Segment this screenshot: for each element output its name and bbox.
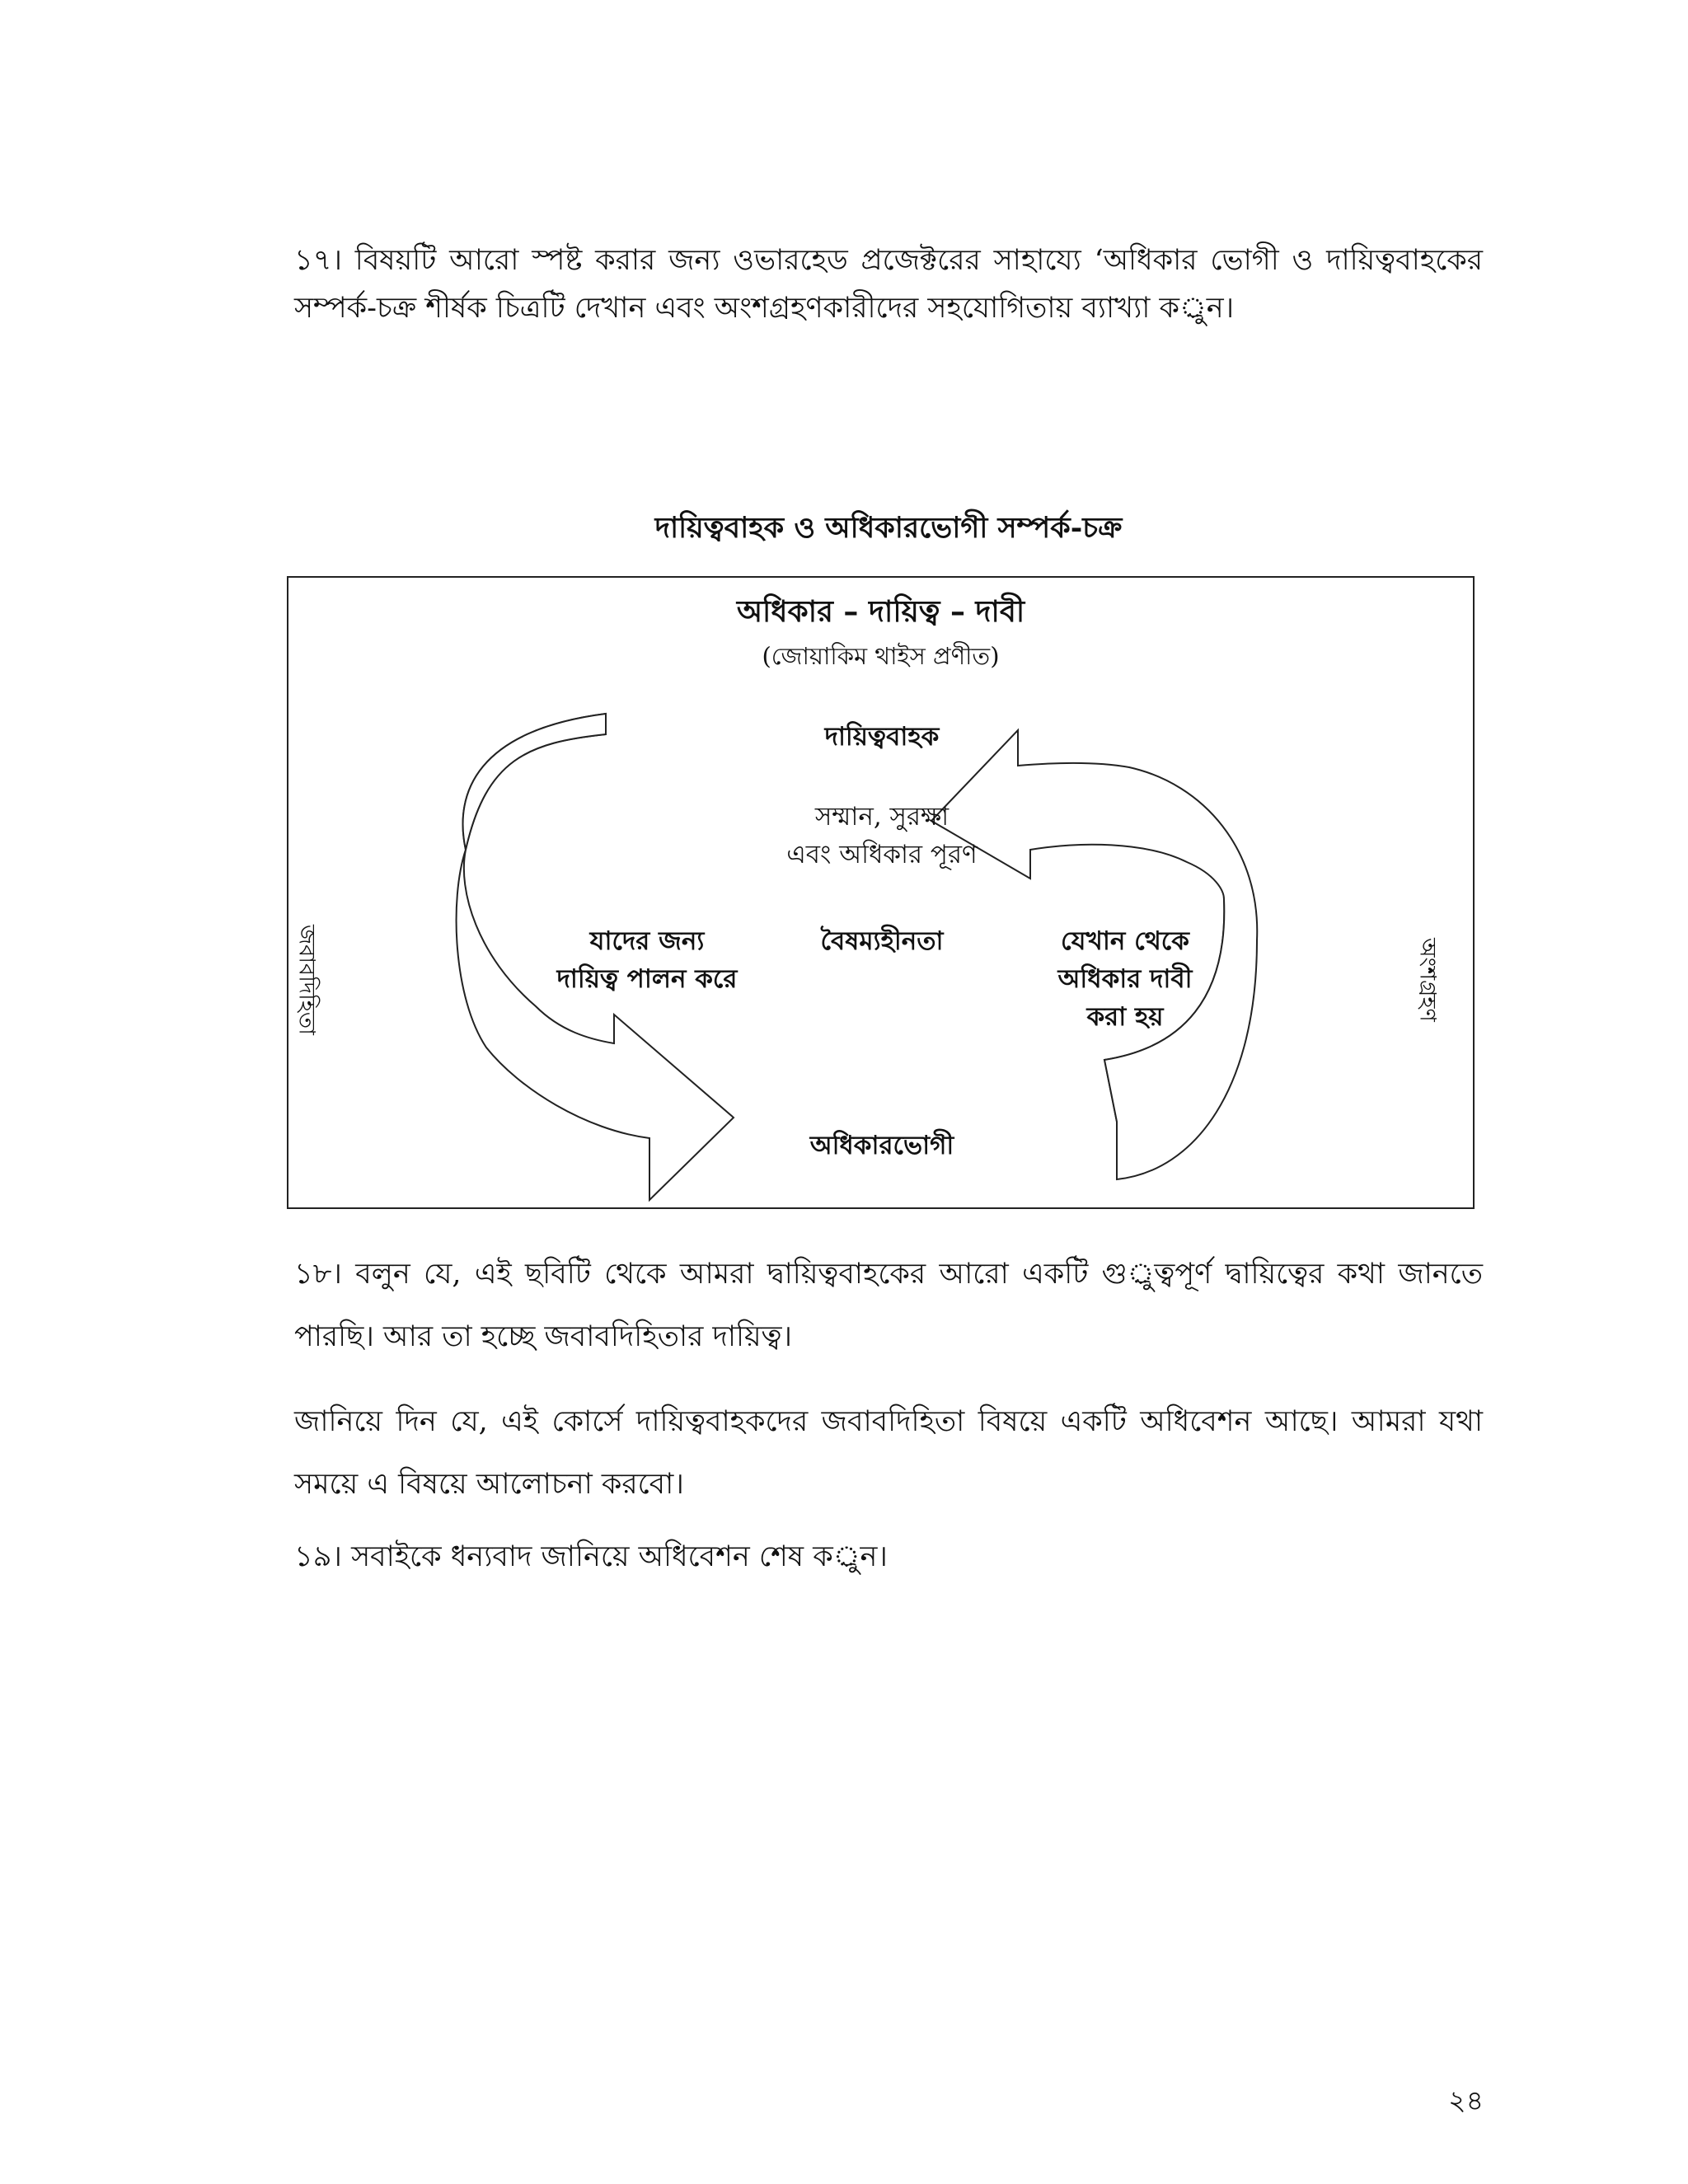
claim-line-3: করা হয় [1086, 1002, 1164, 1032]
for-whom-line-1: যাদের জন্য [589, 926, 705, 956]
page-number: ২৪ [1448, 2084, 1484, 2116]
rights-holder-label: অধিকারভোগী [809, 1131, 954, 1160]
respect-line-2: এবং অধিকার পূরণ [786, 840, 978, 869]
participation-vertical-label: অংশগ্রহণ [1414, 938, 1441, 1022]
figure-subtitle: (জোয়াকিম থাইস প্রণীত) [762, 642, 1000, 670]
relationship-cycle-figure [287, 576, 1475, 1209]
paragraph-info: জানিয়ে দিন যে, এই কোর্সে দায়িত্ববাহকদের জবাবদিহিতা বিষয়ে একটি অধিবেশন আছে। আমরা যথা সময়ে এ বিষয়ে আলোচনা করবো। [294, 1405, 1483, 1501]
claim-from-label [973, 922, 1278, 1036]
claim-line-1: যেখান থেকে [1061, 926, 1189, 956]
respect-line-1: সম্মান, সুরক্ষা [814, 802, 950, 832]
respect-protect-fulfil-label [717, 798, 1047, 874]
duty-bearer-label: দায়িত্ববাহক [824, 722, 940, 752]
for-whom-line-2: দায়িত্ব পালন করে [556, 964, 738, 994]
paragraph-19: ১৯। সবাইকে ধন্যবাদ জানিয়ে অধিবেশন শেষ কর্ুন। [294, 1540, 888, 1573]
paragraph-18: ১৮। বলুন যে, এই ছবিটি থেকে আমরা দ্বায়িত্ববাহকের আরো একটি গুর্ুত্বপূর্ণ দ্বায়িত্বের কথা জানতে পারছি। আর তা হচ্ছে জবাবদিহিতার দায়িত্ব। [294, 1258, 1483, 1353]
claim-line-2: অধিকার দাবী [1057, 964, 1193, 994]
for-whom-label [495, 922, 799, 998]
paragraph-17: ১৭। বিষয়টি আরো স্পষ্ট করার জন্য ওভারহেড প্রজেক্টরের সাহায্যে ‘অধিকার ভোগী ও দায়িত্ববাহকের সম্পর্ক-চক্র শীর্ষক চিত্রটি দেখান এবং অংশগ্রহণকারীদের সহযোগিতায় ব্যাখ্যা কর্ুন। [294, 244, 1483, 325]
nondiscrimination-label: বৈষম্যহীনতা [820, 926, 944, 956]
figure-title: অধিকার – দায়িত্ব – দাবী [736, 594, 1025, 629]
accountability-vertical-label: জবাবদিহিতা [293, 925, 320, 1035]
figure-caption: দায়িত্ববাহক ও অধিকারভোগী সম্পর্ক-চক্র [654, 511, 1123, 545]
